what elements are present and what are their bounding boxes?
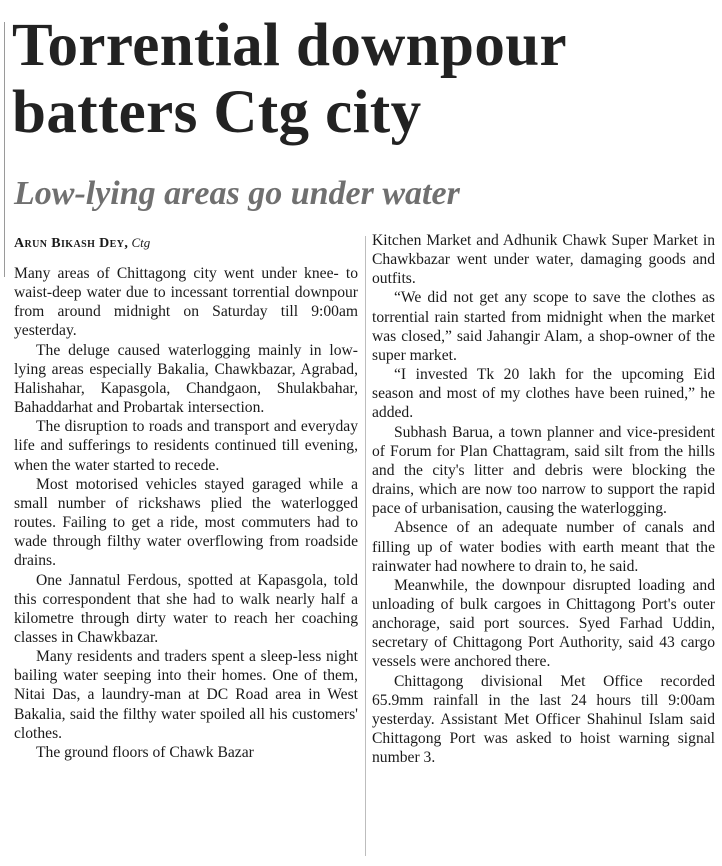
paragraph: Chittagong divisional Met Office recorded 65.9mm rainfall in the last 24 hours till 9:00am yesterday. Assistant Met Officer Shahinul Islam said Chittagong Port was asked to hoist warning signal number 3. [372,672,715,767]
paragraph: “I invested Tk 20 lakh for the upcoming Eid season and most of my clothes have been ruined,” he added. [372,366,715,422]
article-column-right [372,231,715,767]
paragraph: The disruption to roads and transport and everyday life and sufferings to residents continued till evening, when the water started to recede. [14,418,358,474]
headline [12,12,718,146]
headline-line-1: Torrential downpour [12,12,568,79]
paragraph: Many residents and traders spent a sleep-less night bailing water seeping into their homes. One of them, Nitai Das, a laundry-man at DC Road area in West Bakalia, said the filthy water spoiled all his customers' clothes. [14,648,358,742]
paragraph: The deluge caused waterlogging mainly in low-lying areas especially Bakalia, Chawkbazar, Agrabad, Halishahar, Kapasgola, Chandgaon, Shulakbahar, Bahaddarhat and Probartak intersection. [14,341,358,417]
left-margin-rule [4,22,5,277]
paragraph: The ground floors of Chawk Bazar [36,743,254,761]
paragraph: Many areas of Chittagong city went under knee- to waist-deep water due to incessant torrential downpour from around midnight on Saturday till 9:00am yesterday. [14,265,358,340]
byline-location: Ctg [131,235,151,250]
deck-subheadline: Low-lying areas go under water [14,175,460,212]
byline-author: Arun Bikash Dey, [14,236,129,251]
headline-line-2: batters Ctg city [12,79,422,146]
paragraph: Meanwhile, the downpour disrupted loading and unloading of bulk cargoes in Chittagong Port's outer anchorage, said port sources. Syed Farhad Uddin, secretary of Chittagong Port Authority, said 43 cargo vessels were anchored there. [372,576,715,671]
article-column-left [14,264,358,762]
paragraph: One Jannatul Ferdous, spotted at Kapasgola, told this correspondent that she had to walk nearly half a kilometre through dirty water to reach her coaching classes in Chawkbazar. [14,571,358,646]
paragraph: Subhash Barua, a town planner and vice-president of Forum for Plan Chattagram, said silt from the hills and the city's litter and debris were blocking the drains, which are now too narrow to support the rapid pace of urbanisation, causing the waterlogging. [372,423,715,518]
paragraph: Absence of an adequate number of canals and filling up of water bodies with earth meant that the rainwater had nowhere to drain to, he said. [372,519,715,575]
paragraph: Kitchen Market and Adhunik Chawk Super Market in Chawkbazar went under water, damaging goods and outfits. [372,232,715,288]
paragraph: “We did not get any scope to save the clothes as torrential rain started from midnight when the market was closed,” said Jahangir Alam, a shop-owner of the super market. [372,289,715,364]
byline [14,233,150,253]
paragraph: Most motorised vehicles stayed garaged while a small number of rickshaws plied the waterlogged routes. Failing to get a ride, most commuters had to wade through filthy water overflowing from roadside drains. [14,475,358,570]
column-divider [365,236,366,856]
